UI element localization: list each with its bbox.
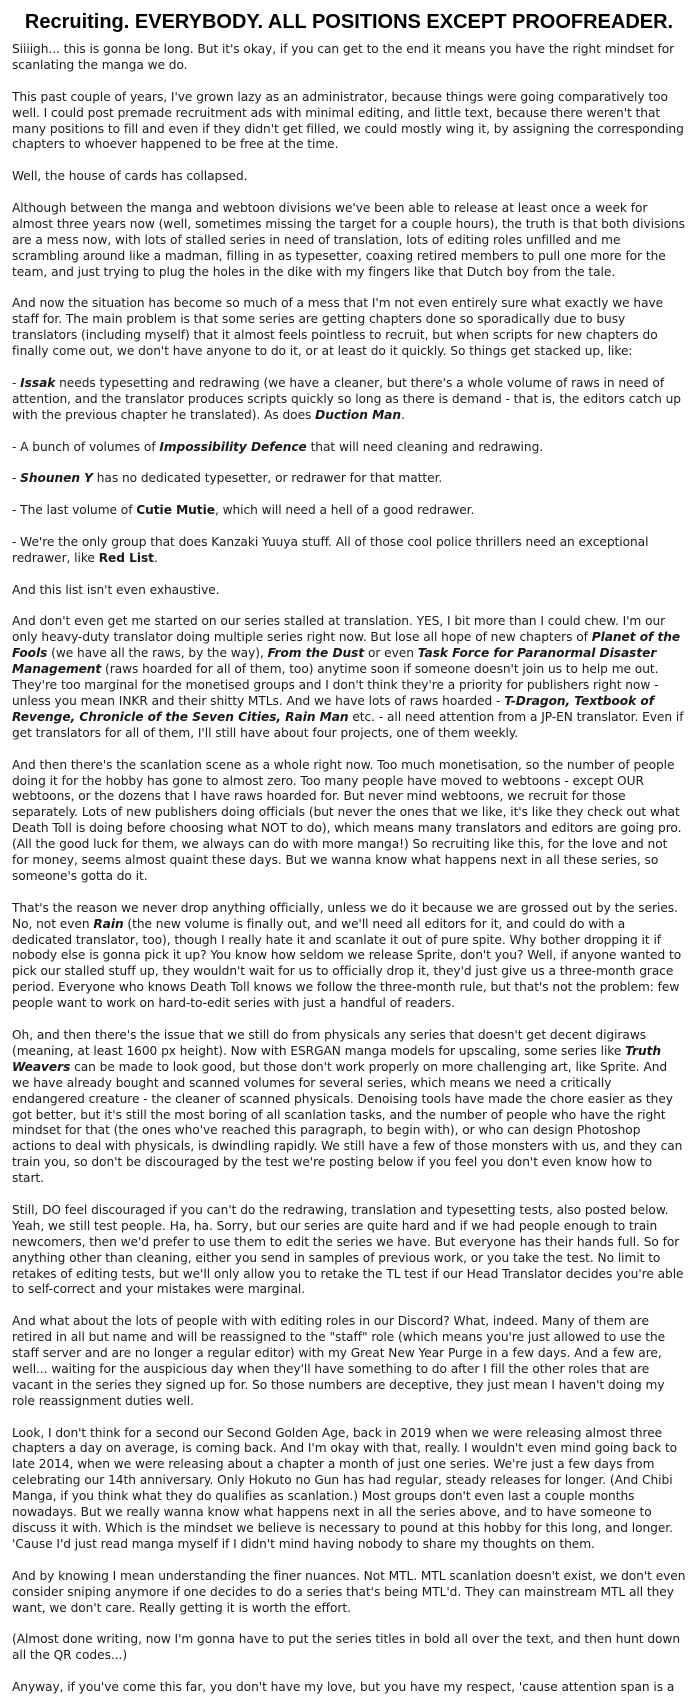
- text-run: or even: [364, 646, 418, 661]
- paragraph: [12, 758, 686, 885]
- text-run: (the new volume is finally out, and we'll need all editors for it, and could do with a dedicated translator, too), though I really hate it and scanlate it out of pure spite. Why bother dropping it if nobody else is gonna pick it up? You know how seldom we release Sprite, don't you? Well, if anyone wanted to pick our stalled stuff up, they wouldn't wait for us to officially drop it, they'd just give us a three-month grace period. Everyone who knows Death Toll knows we follow the three-month rule, but that's not the problem: few people want to work on hard-to-edit series with just a handful of readers.: [12, 916, 682, 1011]
- text-run: And by knowing I mean understanding the finer nuances. Not MTL. MTL scanlation doesn't exist, we don't even consider sniping anymore if one decides to do a series that's being MTL'd. They can mainstream MTL all they want, we don't care. Really getting it is worth the effort.: [12, 1568, 686, 1615]
- paragraph: [12, 471, 686, 487]
- text-run: And what about the lots of people with with editing roles in our Discord? What, indeed. Many of them are retired in all but name and will be reassigned to the "staff" role (which means you're just allowed to use the staff server and are no longer a regular editor) with my Great New Year Purge in a few days. And a few are, well... waiting for the auspicious day when they'll have something to do after I fill the other roles that are vacant in the series they signed up for. So those numbers are deceptive, they just mean I haven't doing my role reassignment duties well.: [12, 1314, 666, 1408]
- text-run: Siiiigh... this is gonna be long. But it's okay, if you can get to the end it means you have the right mindset for scanlating the manga we do.: [12, 42, 675, 72]
- text-run: needs typesetting and redrawing (we have a cleaner, but there's a whole volume of raws in need of attention, and the translator produces scripts quickly so long as there is demand - that is, the editors catch up with the previous chapter he translated). As does: [12, 375, 681, 422]
- paragraph: [12, 1028, 686, 1187]
- paragraph: [12, 1203, 686, 1298]
- text-run: (raws hoarded for all of them, too) anytime soon if someone doesn't join us to help me out. They're too marginal for the monetised groups and I don't think they're a priority for publishers right now - unless you mean INKR and their shitty MTLs. And we have lots of raws hoarded -: [12, 662, 659, 708]
- paragraph: [12, 1426, 686, 1553]
- series-title: Truth Weavers: [12, 1043, 662, 1074]
- text-run: etc. - all need attention from a JP-EN translator. Even if get translators for all of them, I'll still have about four projects, one of them weekly.: [12, 709, 684, 740]
- paragraph: [12, 440, 686, 456]
- text-run: And now the situation has become so much of a mess that I'm not even entirely sure what exactly we have staff for. The main problem is that some series are getting chapters done so sporadically due to busy translators (including myself) that it almost feels pointless to recruit, but when scripts for new chapters do finally come out, we don't have anyone to do it, or at least do it quickly. So things get stacked up, like:: [12, 296, 664, 359]
- text-run: And this list isn't even exhaustive.: [12, 582, 220, 597]
- paragraph: [12, 901, 686, 1012]
- paragraph: [12, 1314, 686, 1409]
- paragraph: [12, 296, 686, 360]
- text-run: And then there's the scanlation scene as a whole right now. Too much monetisation, so the number of people doing it for the hobby has gone to almost zero. Too many people have moved to webtoons - except OUR webtoons, or the dozens that I have raws hoarded for. But never mind webtoons, we recruit for those separately. Lots of new publishers doing officials (but never the ones that we like, it's like they check out what Death Toll is doing before choosing what NOT to do), which means many translators and editors are going pro. (All the good luck for them, we always can do with more manga!) So recruiting like this, for the love and not for money, seems almost quaint these days. But we wanna know what happens next in all these series, so someone's gotta do it.: [12, 757, 682, 883]
- paragraph: [12, 614, 686, 741]
- text-run: , which will need a hell of a good redrawer.: [214, 503, 475, 518]
- text-run: And don't even get me started on our series stalled at translation. YES, I bit more than I could chew. I'm our only heavy-duty translator doing multiple series right now. But lose all hope of new chapters of: [12, 614, 666, 645]
- text-run: - A bunch of volumes of: [12, 439, 160, 454]
- text-run: That's the reason we never drop anything officially, unless we do it because we are grossed out by the series. No, not even: [12, 900, 678, 931]
- series-title: Shounen Y: [20, 471, 93, 486]
- text-run: Still, DO feel discouraged if you can't do the redrawing, translation and typesetting tests, also posted below. Yeah, we still test people. Ha, ha. Sorry, but our series are quite hard and if we had people enough to train newcomers, then we'd prefer to use them to edit the series we have. But everyone has their hands full. So for anything other than cleaning, either you send in samples of previous work, or you take the test. No limit to retakes of editing tests, but we'll only allow you to retake the TL test if our Head Translator decides you're able to self-correct and your mistakes were marginal.: [12, 1202, 684, 1297]
- text-run: (we have all the raws, by the way),: [47, 646, 268, 661]
- text-run: can be made to look good, but those don't work properly on more challenging art, like Sprite. And we have already bought and scanned volumes for several series, which means we need a critically endangered creature - the cleaner of scanned physicals. Denoising tools have made the chore easier as they got better, but it's still the most boring of all scanlation tasks, and the number of people who have the right mindset for that (the ones who've reached this paragraph, to begin with), or who can design Photoshop actions to deal with physicals, is dwindling rapidly. We still have a few of those monsters with us, and they can train you, so don't be discouraged by the test we're posting below if you feel you don't even know how to start.: [12, 1059, 683, 1186]
- text-run: has no dedicated typesetter, or redrawer for that matter.: [92, 471, 443, 486]
- text-run: -: [12, 471, 21, 486]
- series-title: Red List: [98, 550, 154, 565]
- series-title: Duction Man: [315, 407, 401, 422]
- text-run: .: [153, 550, 158, 565]
- text-run: This past couple of years, I've grown lazy as an administrator, because things were going comparatively too well. I could post premade recruitment ads with minimal editing, and little text, because there weren't that many positions to fill and even if they didn't get filled, we could mostly wing it, by assigning the corresponding chapters to whoever happened to be free at the time.: [12, 89, 684, 152]
- text-run: .: [400, 407, 405, 422]
- series-title: From the Dust: [267, 646, 365, 661]
- text-run: Anyway, if you've come this far, you don't have my love, but you have my respect, 'cause attention span is a: [12, 1680, 675, 1695]
- series-title: Impossibility Defence: [159, 439, 307, 454]
- text-run: that will need cleaning and redrawing.: [306, 439, 544, 454]
- paragraph: [12, 503, 686, 519]
- paragraph: [12, 1632, 686, 1664]
- paragraph: [12, 376, 686, 424]
- text-run: Oh, and then there's the issue that we still do from physicals any series that doesn't get decent digiraws (meaning, at least 1600 px height). Now with ESRGAN manga models for upscaling, some series like: [12, 1027, 647, 1058]
- paragraph: [12, 169, 686, 185]
- paragraph: [12, 1569, 686, 1617]
- page-title: Recruiting. EVERYBODY. ALL POSITIONS EXCEPT PROOFREADER.: [24, 11, 674, 33]
- series-title: Task Force for Paranormal Disaster Management: [12, 646, 657, 677]
- paragraph: [12, 90, 686, 154]
- text-run: Although between the manga and webtoon divisions we've been able to release at least once a week for almost three years now (well, sometimes missing the target for a couple hours), the truth is that both divisions are a mess now, with lots of stalled series in need of translation, lots of editing roles unfilled and me scrambling around like a madman, filling in as typesetter, coaxing retired members to pull one more for the team, and just trying to plug the holes in the dike with my fingers like that Dutch boy from the tale.: [12, 201, 685, 279]
- paragraph: [12, 583, 686, 599]
- series-title: Issak: [20, 375, 56, 390]
- series-title: T-Dragon, Textbook of Revenge, Chronicle of the Seven Cities, Rain Man: [12, 693, 654, 724]
- text-run: - We're the only group that does Kanzaki Yuuya stuff. All of those cool police thrillers need an exceptional redrawer, like: [12, 534, 649, 565]
- text-run: Well, the house of cards has collapsed.: [12, 169, 248, 184]
- paragraph: [12, 1680, 686, 1696]
- text-run: (Almost done writing, now I'm gonna have to put the series titles in bold all over the text, and then hunt down all the QR codes...): [12, 1632, 681, 1663]
- text-run: Look, I don't think for a second our Second Golden Age, back in 2019 when we were releasing almost three chapters a day on average, is coming back. And I'm okay with that, really. I wouldn't even mind going back to late 2014, when we were releasing about a chapter a month of just one series. We're just a few days from celebrating our 14th anniversary. Only Hokuto no Gun has had regular, steady releases for longer. (And Chibi Manga, if you think what they do qualifies as scanlation.) Most groups don't even last a couple months nowadays. But we really wanna know what happens next in all the series above, and to have someone to discuss it with. Which is the mindset we believe is necessary to pound at this hobby for this long, and longer. 'Cause I'd just read manga myself if I didn't mind having nobody to share my thoughts on them.: [12, 1425, 678, 1551]
- text-run: -: [12, 375, 21, 390]
- series-title: Rain: [93, 916, 124, 931]
- post-body: [12, 42, 686, 1696]
- paragraph: [12, 535, 686, 567]
- paragraph: [12, 42, 686, 74]
- paragraph: [12, 201, 686, 281]
- series-title: Planet of the Fools: [12, 630, 681, 661]
- series-title: Cutie Mutie: [136, 503, 215, 518]
- text-run: - The last volume of: [12, 503, 137, 518]
